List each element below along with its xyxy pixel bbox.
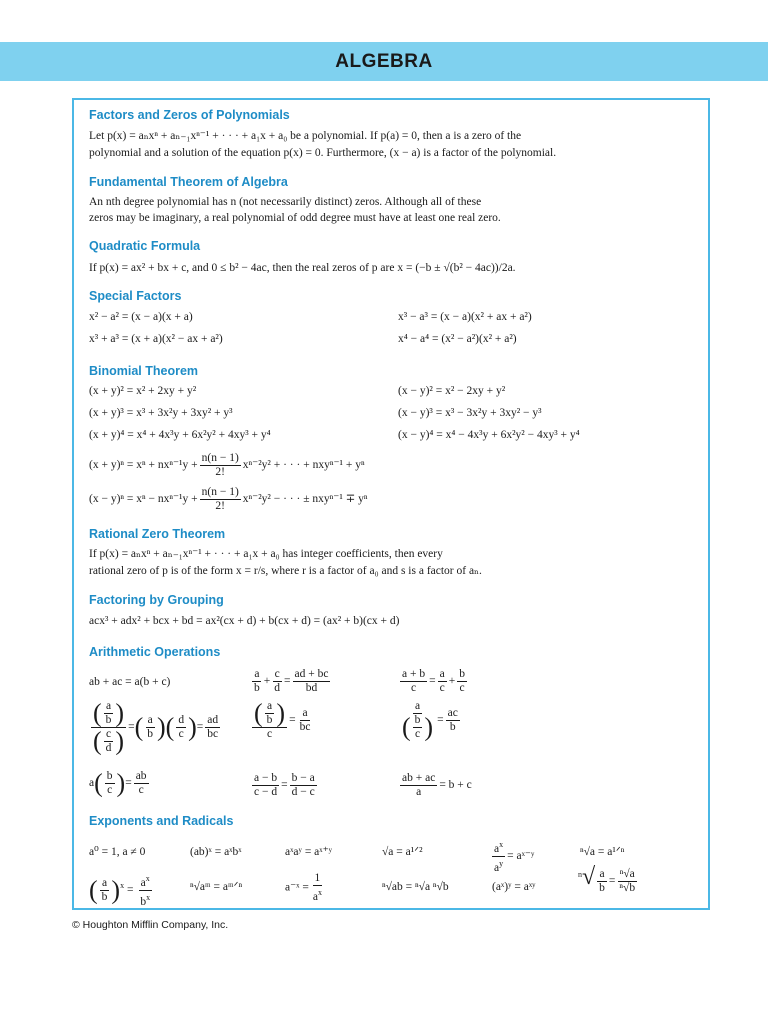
page-title: ALGEBRA	[335, 50, 433, 72]
frac-den: c − d	[254, 786, 278, 798]
rational-line-2: rational zero of p is of the form x = r/s, where r is a factor of a₀ and s is a factor of aₙ.	[89, 565, 482, 577]
coef-den: 2!	[215, 500, 225, 512]
section-title-binomial: Binomial Theorem	[89, 364, 199, 378]
frac-den: $b^x$	[140, 892, 151, 908]
exp-r1-4: √a = a¹ᐟ²	[382, 846, 423, 858]
exp-r1-2: (ab)ˣ = aˣbˣ	[190, 846, 242, 858]
exp-r1-6: ⁿ√a = a¹ᐟⁿ	[580, 846, 625, 858]
binomial-minus-tail: xⁿ⁻²y² − · · · ± nxyⁿ⁻¹ ∓ yⁿ	[242, 493, 368, 506]
exp-r2-3	[285, 872, 326, 904]
binomial-general-plus	[89, 452, 365, 479]
section-title-factors: Factors and Zeros of Polynomials	[89, 108, 290, 122]
frac-den: c	[459, 682, 465, 694]
binomial-minus-lead: (x − y)ⁿ = xⁿ − nxⁿ⁻¹y +	[89, 493, 198, 506]
frac-num: 1	[314, 872, 321, 884]
exp-r2-1: ( $\frac{a}{b}$ )$^x$ = $\frac{a^x}{b^x}$	[89, 874, 151, 908]
frac-num: ad + bc	[294, 668, 329, 680]
binomial-right-2: (x − y)³ = x³ − 3x²y + 3xy² − y³	[398, 407, 542, 419]
binomial-left-1: (x + y)² = x² + 2xy + y²	[89, 385, 197, 397]
frac-den: b	[599, 882, 605, 894]
frac-num: ac	[447, 707, 458, 719]
frac-den: c	[414, 728, 421, 740]
frac-den: c	[107, 784, 113, 796]
exp-r1-1: a⁰ = 1, a ≠ 0	[89, 846, 146, 858]
arith-r1c3: $\frac{a + b}{c}$ = $\frac{a}{c}$ + $\frac{b}{c}$	[402, 668, 465, 694]
exp-quotient-rhs: = aˣ⁻ʸ	[507, 849, 535, 862]
exp-r2-6: $^n$√ $\frac{a}{b}$ = $\frac{\text{ⁿ√a}}{\text{ⁿ√b}}$	[578, 864, 636, 894]
frac-num: ab + ac	[402, 772, 436, 784]
frac-den: d	[274, 682, 280, 694]
factor-a: a	[89, 777, 95, 790]
binomial-general-minus	[89, 486, 368, 513]
frac-den: b	[147, 728, 154, 740]
exp-r1-3: aˣaʸ = aˣ⁺ʸ	[285, 846, 333, 858]
special-right-2: x⁴ − a⁴ = (x² − a²)(x² + a²)	[398, 333, 517, 345]
binomial-plus-coef	[200, 452, 241, 479]
special-left-2: x³ + a³ = (x + a)(x² − ax + a²)	[89, 333, 223, 345]
section-title-rational: Rational Zero Theorem	[89, 527, 226, 541]
binomial-minus-coef	[200, 486, 241, 513]
frac-den: a	[416, 786, 422, 798]
frac-num: ad	[207, 714, 219, 726]
fundamental-line-2: zeros may be imaginary, a real polynomial of odd degree must have at least one real zero.	[89, 212, 501, 224]
frac-den: b	[266, 714, 273, 726]
frac-den: b	[105, 714, 112, 726]
frac-den: bd	[305, 682, 318, 694]
section-title-fundamental: Fundamental Theorem of Algebra	[89, 175, 288, 189]
exp-r2-2: ⁿ√aᵐ = aᵐᐟⁿ	[190, 881, 243, 893]
frac-num: c	[274, 668, 280, 680]
exp-r2-5: (aˣ)ʸ = aˣʸ	[492, 881, 536, 893]
frac-num: b	[414, 714, 421, 726]
frac-num: b	[459, 668, 465, 680]
rational-line-1: If p(x) = aₙxⁿ + aₙ₋₁xⁿ⁻¹ + · · · + a₁x + a₀ has integer coefficients, then every	[89, 548, 443, 560]
frac-den: b	[449, 721, 456, 733]
section-title-exponents: Exponents and Radicals	[89, 814, 234, 828]
frac-num: a	[105, 700, 112, 712]
section-title-grouping: Factoring by Grouping	[89, 593, 224, 607]
exp-neg-lhs: a⁻ˣ =	[285, 881, 309, 894]
frac-num: a	[439, 668, 445, 680]
frac-den: bc	[207, 728, 219, 740]
special-left-1: x² − a² = (x − a)(x + a)	[89, 311, 193, 323]
quadratic-line-1: If p(x) = ax² + bx + c, and 0 ≤ b² − 4ac, then the real zeros of p are x = (−b ± √(b² − 4ac))/2a.	[89, 262, 516, 274]
binomial-plus-lead: (x + y)ⁿ = xⁿ + nxⁿ⁻¹y +	[89, 459, 198, 472]
section-title-arithmetic: Arithmetic Operations	[89, 645, 221, 659]
frac-den: $a^x$	[312, 888, 322, 903]
factors-line-1: Let p(x) = aₙxⁿ + aₙ₋₁xⁿ⁻¹ + · · · + a₁x + a₀ be a polynomial. If p(a) = 0, then a is a zero of the	[89, 130, 522, 142]
frac-den: $a^y$	[494, 858, 504, 874]
frac-num: a	[254, 668, 260, 680]
coef-num: n(n − 1)	[201, 486, 239, 498]
binomial-left-3: (x + y)⁴ = x⁴ + 4x³y + 6x²y² + 4xy³ + y⁴	[89, 429, 271, 441]
copyright-footer: © Houghton Mifflin Company, Inc.	[72, 919, 229, 931]
binomial-plus-tail: xⁿ⁻²y² + · · · + nxyⁿ⁻¹ + yⁿ	[242, 459, 365, 472]
frac-num: $a^x$	[140, 874, 150, 889]
frac-den: c	[410, 682, 417, 694]
exp-r1-5	[490, 838, 534, 875]
binomial-right-3: (x − y)⁴ = x⁴ − 4x³y + 6x²y² − 4xy³ + y⁴	[398, 429, 580, 441]
frac-num: b	[106, 770, 113, 782]
frac-den: b	[101, 890, 108, 903]
frac-num: a	[302, 707, 308, 719]
arith-r1c2: $\frac{a}{b}$ + $\frac{c}{d}$ = $\frac{ad + bc}{bd}$	[254, 668, 329, 694]
frac-num: a	[101, 876, 108, 889]
frac-den: c	[439, 682, 445, 694]
frac-den: b	[254, 682, 260, 694]
frac-num: a	[599, 868, 605, 880]
frac-num: ⁿ√a	[619, 868, 635, 880]
factors-line-2: polynomial and a solution of the equation p(x) = 0. Furthermore, (x − a) is a factor of the polynomial.	[89, 147, 557, 159]
arith-r2c2: ( $\frac{a}{b}$ ) c = $\frac{a}{bc}$	[254, 698, 311, 740]
frac-num: ab	[135, 770, 147, 782]
arith-r3c2: $\frac{a - b}{c - d}$ = $\frac{b - a}{d - c}$	[254, 772, 315, 798]
header-bar	[0, 42, 768, 81]
coef-num: n(n − 1)	[201, 452, 239, 464]
frac-num: a	[147, 714, 153, 726]
arith-r1c1: ab + ac = a(b + c)	[89, 676, 171, 688]
fundamental-line-1: An nth degree polynomial has n (not necessarily distinct) zeros. Although all of these	[89, 196, 482, 208]
grouping-line-1: acx³ + adx² + bcx + bd = ax²(cx + d) + b(cx + d) = (ax² + b)(cx + d)	[89, 615, 400, 627]
frac-num: c	[105, 728, 112, 740]
frac-den: bc	[299, 721, 311, 733]
frac-den: c	[178, 728, 184, 740]
frac-den: c	[138, 784, 144, 796]
frac-num: d	[178, 714, 185, 726]
frac-den: d	[105, 742, 112, 754]
arith-r3c3-rhs: = b + c	[439, 779, 472, 792]
frac-num: a + b	[402, 668, 426, 680]
binomial-left-2: (x + y)³ = x³ + 3x²y + 3xy² + y³	[89, 407, 233, 419]
section-title-quadratic: Quadratic Formula	[89, 239, 201, 253]
frac-num: a	[266, 700, 273, 712]
frac-den: d − c	[291, 786, 315, 798]
frac-den: c	[266, 728, 273, 740]
exp-r2-4: ⁿ√ab = ⁿ√a ⁿ√b	[382, 881, 449, 893]
frac-den: ⁿ√b	[619, 882, 636, 894]
arith-r3c3	[398, 772, 472, 799]
arith-r2c1: ( $\frac{a}{b}$ ) ( $\frac{c}{d}$ ) =( $\frac{a}{b}$ )( $\frac{d}{c}$ )= $\frac{ad}{bc}$	[93, 698, 219, 756]
arith-r3c1: a( $\frac{b}{c}$ )= $\frac{ab}{c}$	[89, 768, 147, 798]
frac-num: b − a	[291, 772, 315, 784]
frac-num: $a^x$	[494, 840, 504, 855]
frac-num: a − b	[254, 772, 278, 784]
frac-num: a	[414, 700, 421, 712]
coef-den: 2!	[215, 466, 225, 478]
special-right-1: x³ − a³ = (x − a)(x² + ax + a²)	[398, 311, 532, 323]
binomial-right-1: (x − y)² = x² − 2xy + y²	[398, 385, 506, 397]
section-title-special: Special Factors	[89, 289, 182, 303]
arith-r2c3: a ( $\frac{b}{c}$ ) = $\frac{ac}{b}$	[402, 700, 458, 742]
